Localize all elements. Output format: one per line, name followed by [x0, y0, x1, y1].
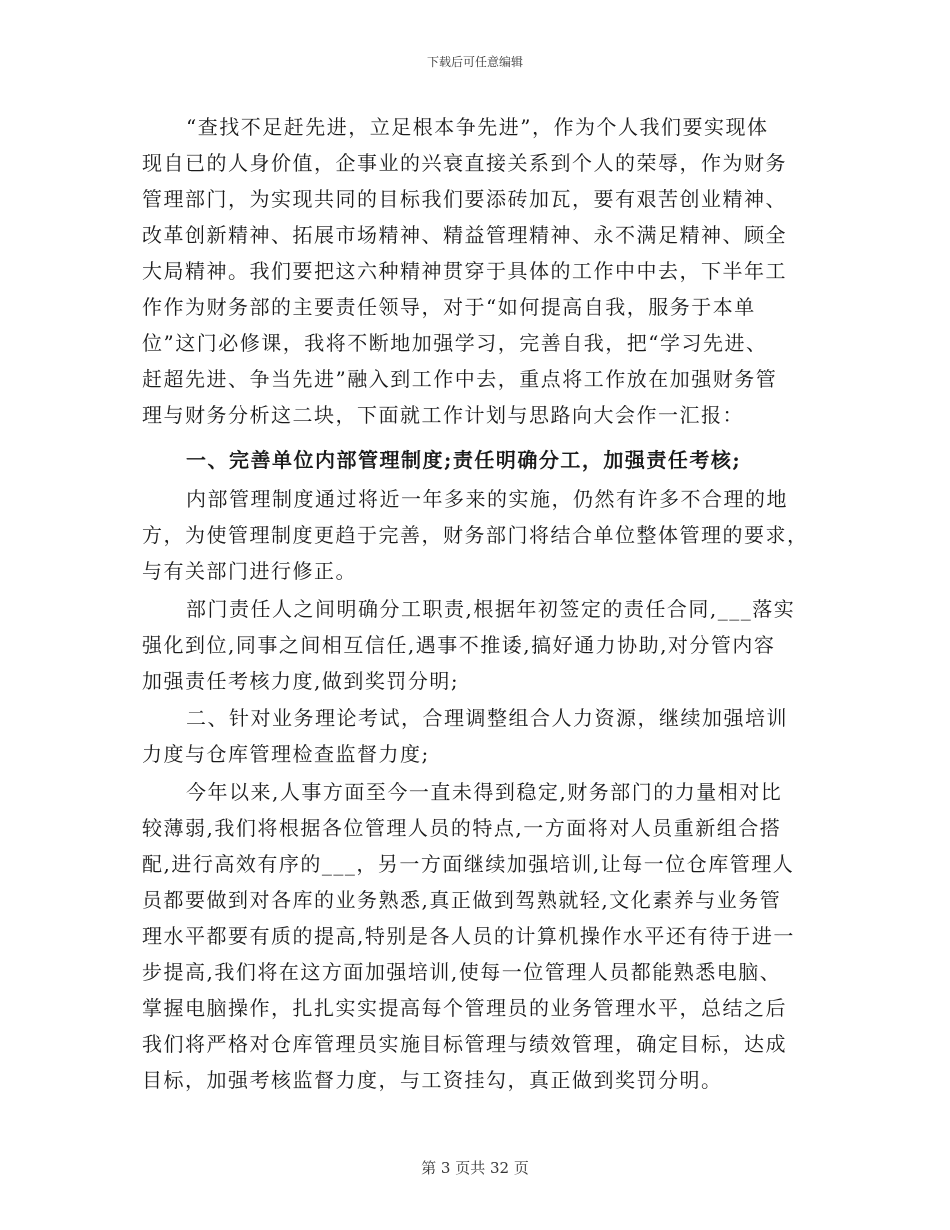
text-line: 理与财务分析这二块，下面就工作计划与思路向大会作一汇报： — [142, 403, 744, 427]
text-line: 加强责任考核力度,做到奖罚分明; — [142, 669, 460, 693]
text-line: 目标，加强考核监督力度，与工资挂勾，真正做到奖罚分明。 — [142, 1068, 723, 1092]
text-line: 现自已的人身价值，企事业的兴衰直接关系到个人的荣辱，作为财务 — [142, 151, 787, 175]
page-header-note: 下载后可任意编辑 — [426, 55, 523, 69]
text-line: 位”这门必修课，我将不断地加强学习，完善自我，把“学习先进、 — [142, 331, 768, 355]
text-line: “查找不足赶先进，立足根本争先进”，作为个人我们要实现体 — [186, 115, 769, 139]
text-line: 理水平都要有质的提高,特别是各人员的计算机操作水平还有待于进一 — [142, 924, 795, 948]
section-heading-2: 二、针对业务理论考试，合理调整组合人力资源，继续加强培训 — [186, 706, 788, 730]
text-line: 方，为使管理制度更趋于完善，财务部门将结合单位整体管理的要求， — [142, 523, 809, 547]
text-line: 力度与仓库管理检查监督力度; — [142, 742, 430, 766]
text-line: 强化到位,同事之间相互信任,遇事不推诿,搞好通力协助,对分管内容 — [142, 633, 776, 657]
text-line: 部门责任人之间明确分工职责,根据年初签定的责任合同,___落实 — [186, 597, 796, 621]
text-line: 管理部门，为实现共同的目标我们要添砖加瓦，要有艰苦创业精神、 — [142, 187, 787, 211]
text-line: 步提高,我们将在这方面加强培训,使每一位管理人员都能熟悉电脑、 — [142, 960, 782, 984]
text-line: 配,进行高效有序的___，另一方面继续加强培训,让每一位仓库管理人 — [142, 852, 795, 876]
page-number: 第 3 页共 32 页 — [421, 1159, 529, 1177]
text-line: 员都要做到对各库的业务熟悉,真正做到驾熟就轻,文化素养与业务管 — [142, 888, 782, 912]
section-heading-1: 一、完善单位内部管理制度;责任明确分工，加强责任考核; — [186, 448, 742, 472]
text-line: 作作为财务部的主要责任领导，对于“如何提高自我，服务于本单 — [142, 295, 756, 319]
text-line: 改革创新精神、拓展市场精神、精益管理精神、永不满足精神、顾全 — [142, 223, 787, 247]
text-line: 较薄弱,我们将根据各位管理人员的特点,一方面将对人员重新组合搭 — [142, 816, 782, 840]
text-line: 大局精神。我们要把这六种精神贯穿于具体的工作中中去，下半年工 — [142, 259, 787, 283]
text-line: 掌握电脑操作，扎扎实实提高每个管理员的业务管理水平，总结之后 — [142, 996, 787, 1020]
text-line: 赶超先进、争当先进”融入到工作中去，重点将工作放在加强财务管 — [142, 367, 778, 391]
text-line: 内部管理制度通过将近一年多来的实施，仍然有许多不合理的地 — [186, 487, 788, 511]
text-line: 今年以来,人事方面至今一直未得到稳定,财务部门的力量相对比 — [186, 780, 783, 804]
text-line: 与有关部门进行修正。 — [142, 559, 357, 583]
text-line: 我们将严格对仓库管理员实施目标管理与绩效管理，确定目标，达成 — [142, 1032, 787, 1056]
